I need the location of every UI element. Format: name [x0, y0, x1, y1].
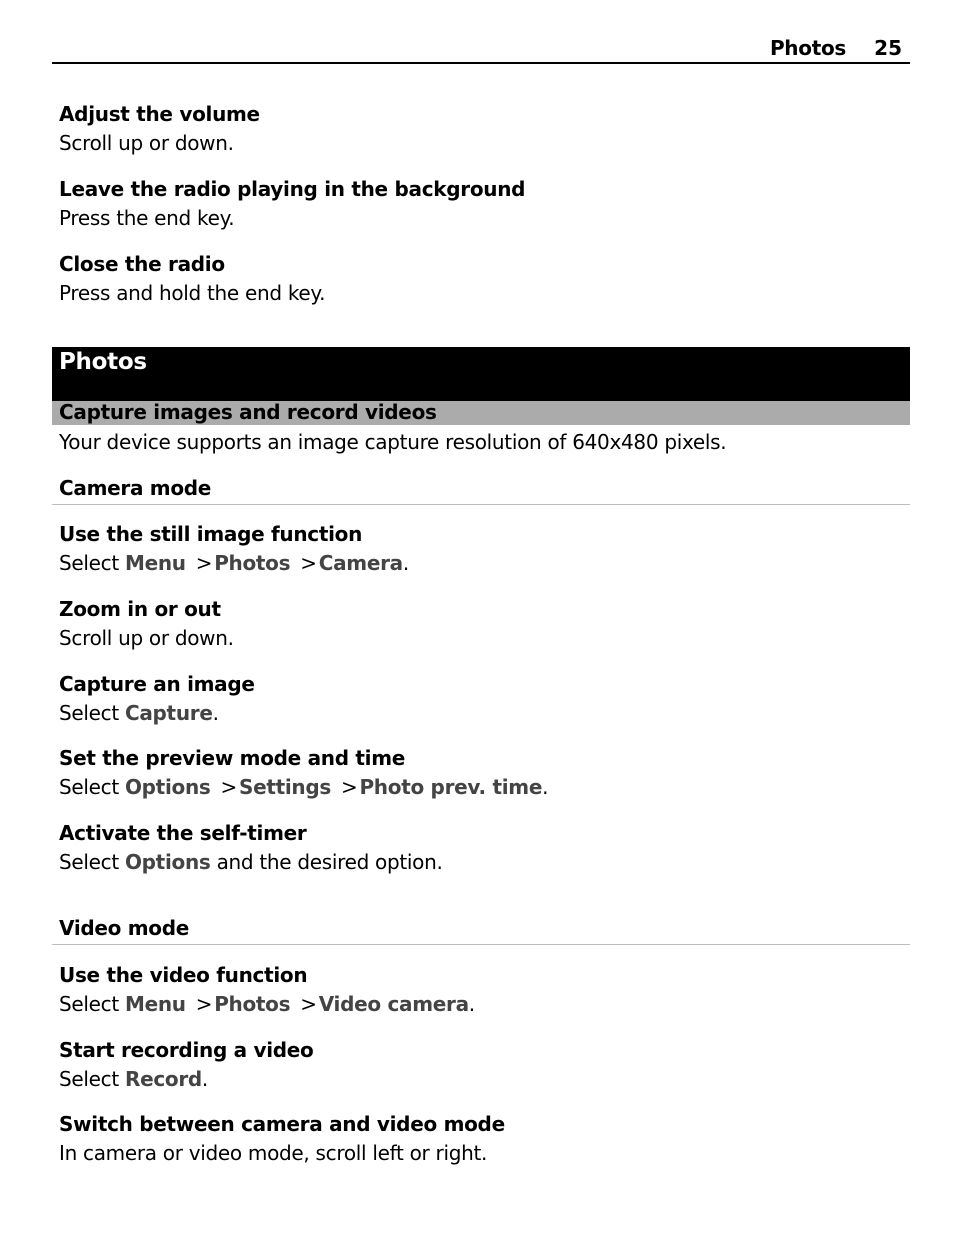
subheading-video-mode [52, 914, 910, 945]
select-word: Select [59, 850, 119, 874]
path-separator: > [195, 992, 213, 1016]
intro-text: Your device supports an image capture resolution of 640x480 pixels. [59, 430, 727, 454]
menu-path-item: Photo prev. time [359, 775, 543, 799]
instruction-text [59, 772, 909, 802]
path-separator: > [300, 992, 317, 1016]
select-word: Select [59, 551, 119, 575]
select-word: Select [59, 701, 119, 725]
instruction-text: In camera or video mode, scroll left or right. [59, 1141, 488, 1165]
section-title: Capture images and record videos [59, 400, 437, 424]
instruction-still-image [59, 520, 909, 578]
menu-path-item: Video camera [318, 992, 469, 1016]
path-separator: > [300, 551, 317, 575]
sentence-end: . [468, 992, 475, 1016]
subheading-title: Video mode [59, 916, 190, 940]
instruction-text [59, 847, 909, 877]
instruction-switch-mode [59, 1110, 909, 1168]
instruction-zoom [59, 595, 909, 653]
instruction-text [59, 1064, 909, 1094]
instruction-text: Scroll up or down. [59, 131, 234, 155]
section-intro [59, 427, 909, 457]
instruction-heading: Close the radio [59, 252, 225, 276]
menu-path-item: Options [124, 850, 211, 874]
menu-path-item: Camera [318, 551, 403, 575]
instruction-capture-image [59, 670, 909, 728]
instruction-heading: Activate the self-timer [59, 821, 307, 845]
instruction-text: Press the end key. [59, 206, 235, 230]
running-title: Photos [769, 36, 846, 60]
page-number: 25 [874, 36, 902, 60]
sentence-end: . [542, 775, 549, 799]
menu-path-item: Menu [124, 992, 186, 1016]
path-separator: > [220, 775, 237, 799]
instruction-adjust-volume [59, 100, 909, 158]
menu-path-item: Settings [238, 775, 331, 799]
instruction-heading: Set the preview mode and time [59, 746, 406, 770]
menu-path-item: Options [124, 775, 211, 799]
chapter-banner [52, 347, 910, 401]
path-separator: > [195, 551, 213, 575]
chapter-title: Photos [59, 349, 147, 375]
page-header [52, 34, 910, 64]
instruction-preview-mode [59, 744, 909, 802]
menu-path-item: Menu [124, 551, 186, 575]
sentence-end: . [212, 701, 219, 725]
instruction-heading: Adjust the volume [59, 102, 260, 126]
sentence-end: . [402, 551, 409, 575]
section-banner [52, 401, 910, 425]
instruction-heading: Capture an image [59, 672, 255, 696]
menu-path-item: Photos [214, 992, 291, 1016]
instruction-start-recording [59, 1036, 909, 1094]
instruction-heading: Use the video function [59, 963, 308, 987]
instruction-text: Scroll up or down. [59, 626, 234, 650]
instruction-close-radio [59, 250, 909, 308]
menu-path-item: Photos [214, 551, 291, 575]
instruction-radio-background [59, 175, 909, 233]
instruction-heading: Switch between camera and video mode [59, 1112, 505, 1136]
instruction-video-function [59, 961, 909, 1019]
sentence-end: . [201, 1067, 208, 1091]
subheading-title: Camera mode [59, 476, 212, 500]
instruction-heading: Use the still image function [59, 522, 363, 546]
select-word: Select [59, 992, 119, 1016]
instruction-self-timer [59, 819, 909, 877]
instruction-heading: Zoom in or out [59, 597, 221, 621]
menu-path-item: Record [124, 1067, 202, 1091]
instruction-text [59, 548, 909, 578]
path-separator: > [340, 775, 358, 799]
instruction-heading: Start recording a video [59, 1038, 314, 1062]
select-word: Select [59, 775, 119, 799]
instruction-text: Press and hold the end key. [59, 281, 326, 305]
instruction-text [59, 698, 909, 728]
select-word: Select [59, 1067, 119, 1091]
menu-path-item: Capture [124, 701, 213, 725]
instruction-rest: and the desired option. [216, 850, 443, 874]
subheading-camera-mode [52, 474, 910, 505]
instruction-text [59, 989, 909, 1019]
instruction-heading: Leave the radio playing in the background [59, 177, 526, 201]
